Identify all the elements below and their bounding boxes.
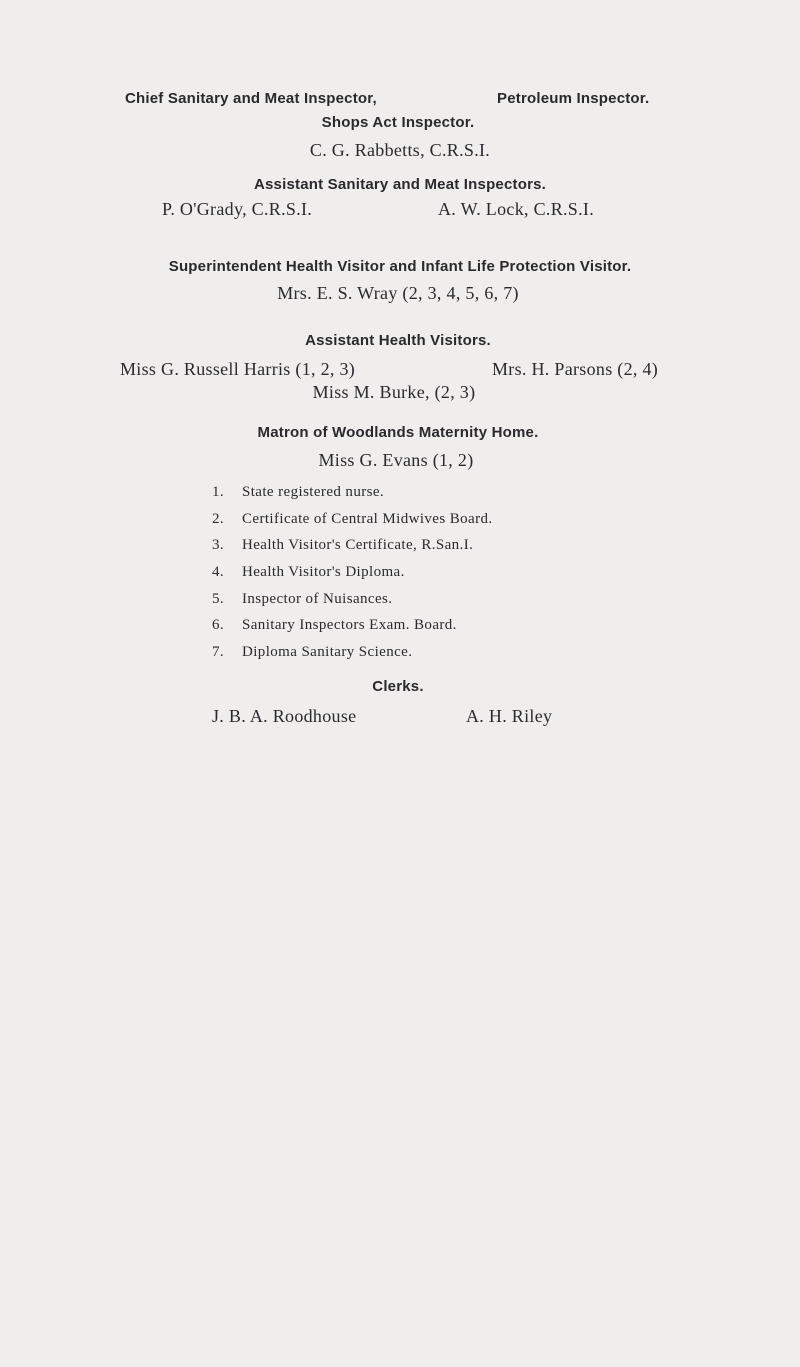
clerks-heading: Clerks. [372, 678, 424, 695]
assistant-inspector-name-1: P. O'Grady, C.R.S.I. [162, 199, 313, 219]
assistant-visitor-name-3: Miss M. Burke, (2, 3) [312, 382, 476, 402]
clerk-name-1: J. B. A. Roodhouse [212, 706, 357, 726]
list-item: 5. Inspector of Nuisances. [212, 590, 393, 607]
list-item: 1. State registered nurse. [212, 484, 385, 500]
clerk-name-2: A. H. Riley [466, 706, 553, 726]
list-item: 7. Diploma Sanitary Science. [212, 644, 413, 661]
list-item: 3. Health Visitor's Certificate, R.San.I. [212, 537, 474, 554]
list-item: 6. Sanitary Inspectors Exam. Board. [212, 617, 457, 634]
list-item: 4. Health Visitor's Diploma. [212, 564, 405, 581]
petroleum-inspector-title: Petroleum Inspector. [497, 90, 650, 107]
chief-inspector-name: C. G. Rabbetts, C.R.S.I. [309, 140, 491, 160]
assistant-inspectors-heading: Assistant Sanitary and Meat Inspectors. [253, 176, 547, 193]
assistant-visitor-name-1: Miss G. Russell Harris (1, 2, 3) [120, 359, 356, 379]
qualifications-list [212, 482, 493, 669]
list-item: 2. Certificate of Central Midwives Board. [212, 510, 493, 527]
matron-heading: Matron of Woodlands Maternity Home. [257, 424, 539, 441]
assistant-inspector-name-2: A. W. Lock, C.R.S.I. [438, 199, 595, 219]
chief-inspector-title: Chief Sanitary and Meat Inspector, [125, 90, 377, 107]
assistant-visitors-heading: Assistant Health Visitors. [305, 332, 491, 349]
assistant-visitor-name-2: Mrs. H. Parsons (2, 4) [492, 359, 659, 379]
superintendent-heading: Superintendent Health Visitor and Infant Life Protection Visitor. [168, 258, 632, 275]
superintendent-name: Mrs. E. S. Wray (2, 3, 4, 5, 6, 7) [277, 283, 519, 303]
shops-act-inspector-heading: Shops Act Inspector. [321, 114, 475, 131]
matron-name: Miss G. Evans (1, 2) [318, 450, 474, 470]
chief-inspector-heading [125, 90, 377, 107]
petroleum-inspector-heading [497, 90, 649, 107]
